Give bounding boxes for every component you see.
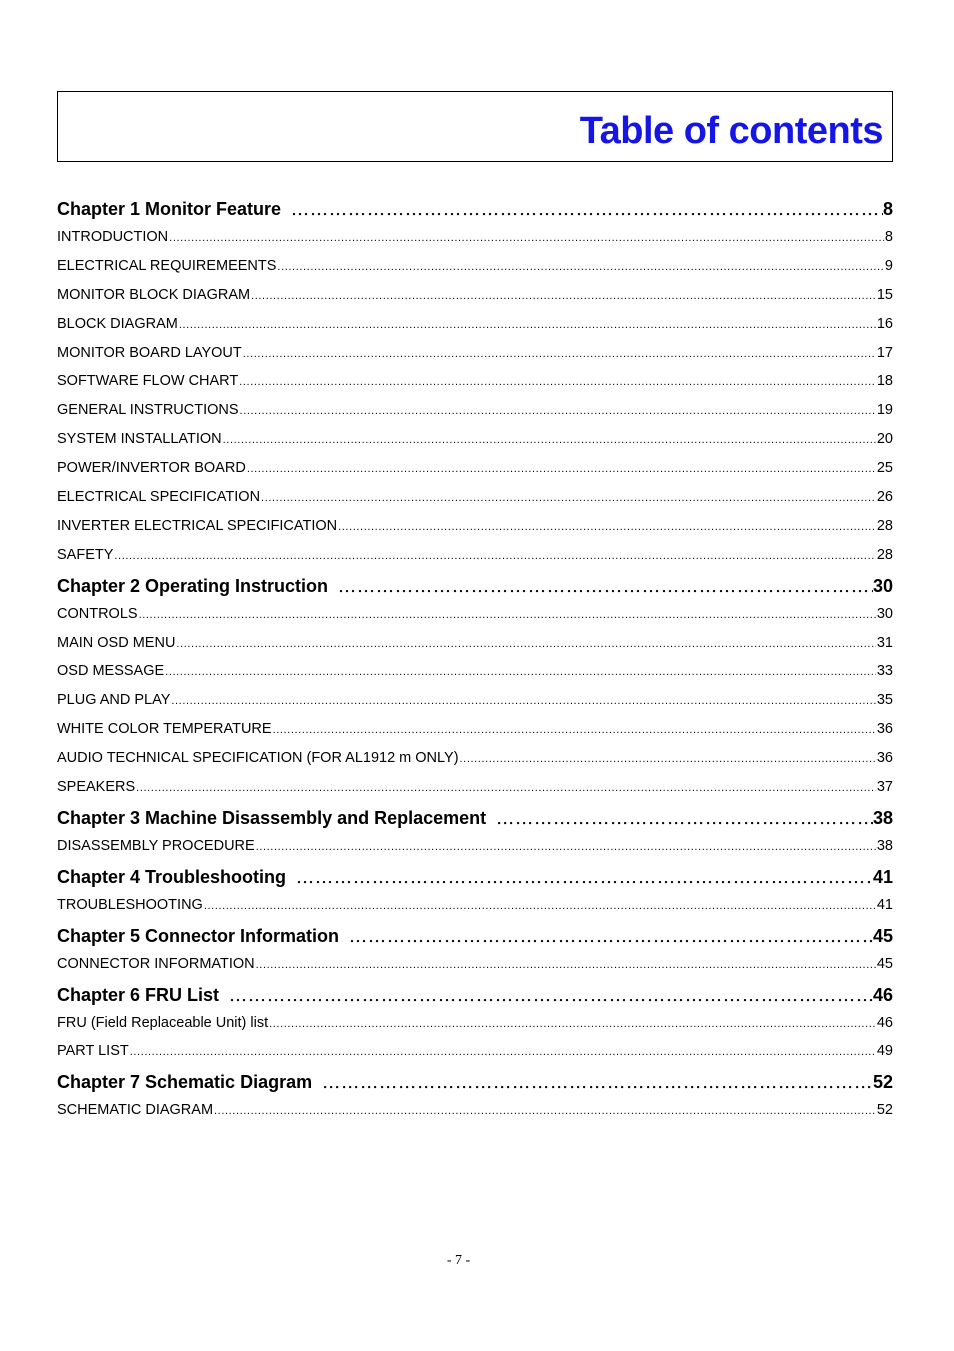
title-box bbox=[57, 91, 893, 162]
entry-title: SYSTEM INSTALLATION bbox=[57, 431, 222, 448]
chapter-page-number: 41 bbox=[872, 866, 893, 887]
entry-page-number: 8 bbox=[884, 229, 893, 245]
dot-leader bbox=[171, 687, 876, 716]
toc-entry[interactable] bbox=[57, 629, 893, 658]
dot-leader bbox=[349, 923, 873, 951]
entry-title: ELECTRICAL REQUIREMEENTS bbox=[57, 257, 277, 274]
chapter-title: Chapter 5 Connector Information bbox=[57, 925, 340, 946]
entry-page-number: 16 bbox=[876, 315, 893, 332]
entry-page-number: 28 bbox=[876, 517, 893, 534]
chapter-heading[interactable] bbox=[57, 981, 893, 1009]
toc-entry[interactable] bbox=[57, 773, 893, 802]
dot-leader bbox=[338, 513, 876, 542]
entry-title: WHITE COLOR TEMPERATURE bbox=[57, 721, 272, 738]
dot-leader bbox=[322, 1069, 873, 1097]
entry-page-number: 25 bbox=[876, 460, 893, 477]
toc-entry[interactable] bbox=[57, 657, 893, 686]
toc-entry[interactable] bbox=[57, 891, 893, 920]
toc-entry[interactable] bbox=[57, 715, 893, 744]
dot-leader bbox=[273, 716, 876, 745]
dot-leader bbox=[296, 864, 873, 892]
dot-leader bbox=[256, 833, 876, 862]
dot-leader bbox=[256, 951, 876, 980]
entry-page-number: 49 bbox=[876, 1043, 893, 1060]
toc-entry[interactable] bbox=[57, 252, 893, 281]
dot-leader bbox=[130, 1038, 876, 1067]
entry-title: ELECTRICAL SPECIFICATION bbox=[57, 489, 261, 506]
dot-leader bbox=[251, 282, 876, 311]
toc-entry[interactable] bbox=[57, 1037, 893, 1066]
dot-leader bbox=[136, 774, 876, 803]
dot-leader bbox=[243, 340, 876, 369]
entry-page-number: 41 bbox=[876, 896, 893, 913]
dot-leader bbox=[169, 224, 884, 253]
dot-leader bbox=[247, 455, 876, 484]
chapter-title: Chapter 3 Machine Disassembly and Replacement bbox=[57, 807, 487, 828]
entry-page-number: 37 bbox=[876, 779, 893, 796]
entry-title: POWER/INVERTOR BOARD bbox=[57, 460, 246, 477]
dot-leader bbox=[223, 426, 876, 455]
entry-page-number: 31 bbox=[876, 634, 893, 651]
chapter-page-number: 8 bbox=[882, 199, 893, 219]
chapter-title: Chapter 7 Schematic Diagram bbox=[57, 1072, 313, 1093]
chapter-heading[interactable] bbox=[57, 804, 893, 832]
entry-title: BLOCK DIAGRAM bbox=[57, 315, 178, 332]
toc-entry[interactable] bbox=[57, 686, 893, 715]
chapter-heading[interactable] bbox=[57, 863, 893, 891]
chapter-title: Chapter 1 Monitor Feature bbox=[57, 199, 282, 219]
dot-leader bbox=[460, 745, 876, 774]
dot-leader bbox=[261, 484, 876, 513]
toc-entry[interactable] bbox=[57, 396, 893, 425]
toc-entry[interactable] bbox=[57, 1096, 893, 1125]
entry-page-number: 9 bbox=[884, 257, 893, 274]
toc-entry[interactable] bbox=[57, 367, 893, 396]
dot-leader bbox=[240, 397, 876, 426]
entry-page-number: 26 bbox=[876, 489, 893, 506]
chapter-heading[interactable] bbox=[57, 922, 893, 950]
dot-leader bbox=[291, 196, 883, 224]
dot-leader bbox=[229, 982, 873, 1010]
entry-title: GENERAL INSTRUCTIONS bbox=[57, 402, 239, 419]
dot-leader bbox=[338, 573, 873, 601]
toc-entry[interactable] bbox=[57, 483, 893, 512]
chapter-page-number: 30 bbox=[872, 575, 893, 596]
dot-leader bbox=[165, 658, 876, 687]
chapter-page-number: 38 bbox=[872, 807, 893, 828]
entry-title: CONTROLS bbox=[57, 605, 138, 622]
chapter-heading[interactable] bbox=[57, 1068, 893, 1096]
entry-title: SAFETY bbox=[57, 546, 114, 563]
entry-title: MAIN OSD MENU bbox=[57, 634, 176, 651]
toc-entry[interactable] bbox=[57, 950, 893, 979]
dot-leader bbox=[269, 1010, 876, 1039]
toc-entry[interactable] bbox=[57, 454, 893, 483]
chapter-title: Chapter 4 Troubleshooting bbox=[57, 866, 287, 887]
entry-title: SPEAKERS bbox=[57, 779, 136, 796]
chapter-page-number: 46 bbox=[872, 984, 893, 1005]
entry-page-number: 36 bbox=[876, 750, 893, 767]
entry-page-number: 18 bbox=[876, 373, 893, 390]
entry-title: SOFTWARE FLOW CHART bbox=[57, 373, 239, 390]
toc-entry[interactable] bbox=[57, 541, 893, 570]
chapter-heading[interactable] bbox=[57, 195, 893, 223]
dot-leader bbox=[204, 892, 876, 921]
entry-title: OSD MESSAGE bbox=[57, 663, 165, 680]
entry-title: SCHEMATIC DIAGRAM bbox=[57, 1102, 214, 1119]
chapter-title: Chapter 2 Operating Instruction bbox=[57, 575, 329, 596]
entry-title: AUDIO TECHNICAL SPECIFICATION (FOR AL1912 m ONLY) bbox=[57, 750, 459, 767]
toc-entry[interactable] bbox=[57, 339, 893, 368]
table-of-contents bbox=[57, 193, 893, 1125]
dot-leader bbox=[179, 311, 876, 340]
page-title: Table of contents bbox=[579, 110, 883, 152]
entry-page-number: 19 bbox=[876, 402, 893, 419]
toc-entry[interactable] bbox=[57, 512, 893, 541]
entry-title: CONNECTOR INFORMATION bbox=[57, 955, 255, 972]
entry-title: PART LIST bbox=[57, 1043, 129, 1060]
entry-title: FRU (Field Replaceable Unit) list bbox=[57, 1014, 269, 1031]
entry-page-number: 35 bbox=[876, 692, 893, 709]
entry-page-number: 17 bbox=[876, 344, 893, 361]
toc-entry[interactable] bbox=[57, 281, 893, 310]
entry-title: PLUG AND PLAY bbox=[57, 692, 171, 709]
toc-entry[interactable] bbox=[57, 600, 893, 629]
entry-page-number: 15 bbox=[876, 286, 893, 303]
entry-page-number: 36 bbox=[876, 721, 893, 738]
toc-entry[interactable] bbox=[57, 744, 893, 773]
dot-leader bbox=[139, 601, 876, 630]
entry-page-number: 46 bbox=[876, 1014, 893, 1031]
entry-title: TROUBLESHOOTING bbox=[57, 896, 203, 913]
entry-title: MONITOR BLOCK DIAGRAM bbox=[57, 286, 251, 303]
entry-page-number: 20 bbox=[876, 431, 893, 448]
dot-leader bbox=[176, 630, 875, 659]
dot-leader bbox=[214, 1097, 876, 1126]
dot-leader bbox=[239, 368, 876, 397]
entry-page-number: 28 bbox=[876, 546, 893, 563]
page-number: - 7 - bbox=[446, 1253, 471, 1268]
entry-title: DISASSEMBLY PROCEDURE bbox=[57, 837, 255, 854]
entry-page-number: 33 bbox=[876, 663, 893, 680]
chapter-title: Chapter 6 FRU List bbox=[57, 984, 220, 1005]
entry-page-number: 38 bbox=[876, 837, 893, 854]
chapter-page-number: 45 bbox=[872, 925, 893, 946]
toc-entry[interactable] bbox=[57, 425, 893, 454]
chapter-page-number: 52 bbox=[872, 1072, 893, 1093]
toc-entry[interactable] bbox=[57, 310, 893, 339]
entry-page-number: 30 bbox=[876, 605, 893, 622]
entry-title: INTRODUCTION bbox=[57, 229, 169, 245]
toc-entry[interactable] bbox=[57, 1009, 893, 1038]
chapter-heading[interactable] bbox=[57, 572, 893, 600]
dot-leader bbox=[277, 253, 884, 282]
entry-title: MONITOR BOARD LAYOUT bbox=[57, 344, 242, 361]
entry-page-number: 52 bbox=[876, 1102, 893, 1119]
toc-entry[interactable] bbox=[57, 223, 893, 252]
entry-title: INVERTER ELECTRICAL SPECIFICATION bbox=[57, 517, 338, 534]
toc-entry[interactable] bbox=[57, 832, 893, 861]
entry-page-number: 45 bbox=[876, 955, 893, 972]
dot-leader bbox=[114, 542, 875, 571]
dot-leader bbox=[496, 805, 873, 833]
